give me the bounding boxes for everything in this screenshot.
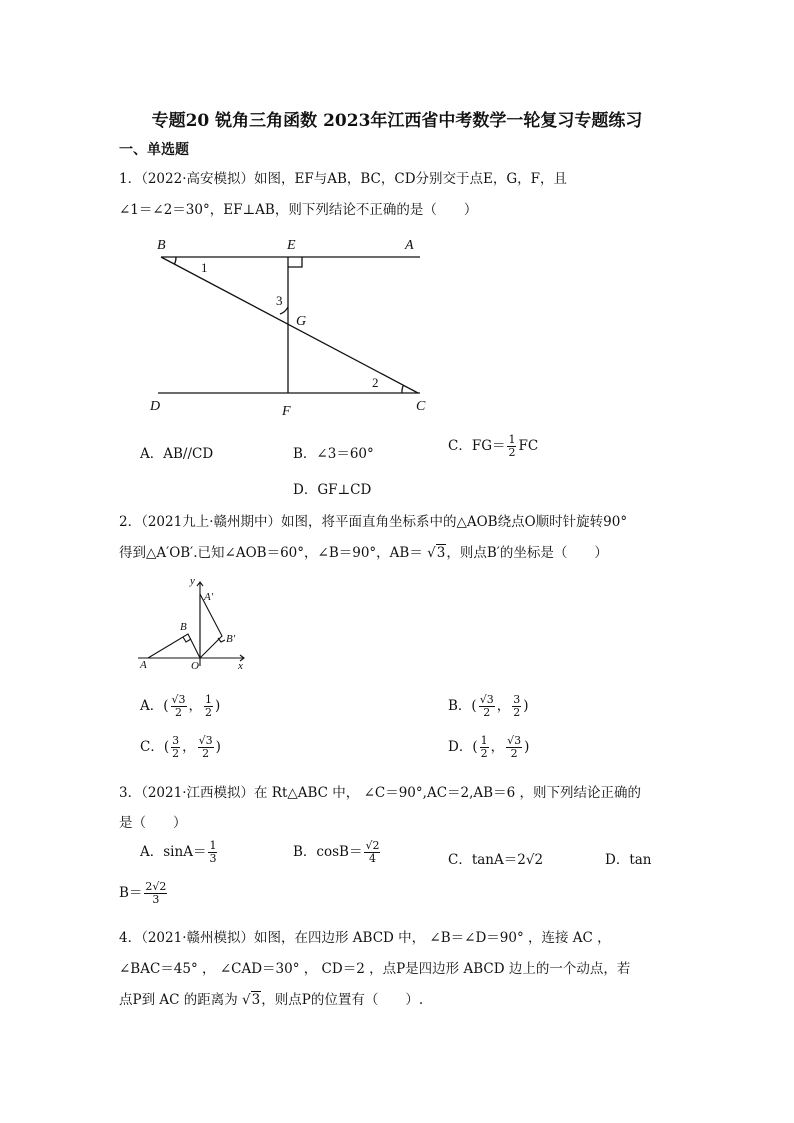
label-B-prime: B′: [226, 633, 236, 645]
q3-stem-line2: 是（ ）: [119, 815, 187, 831]
q3-option-b: B．cosB＝ $\frac{√2}{4}$: [293, 839, 380, 865]
q4-stem-line2: ∠BAC＝45° ， ∠CAD＝30° ， CD＝2 ，点P是四边形 ABCD 边上的一个动点，若: [119, 961, 631, 977]
label-angle3: 3: [276, 293, 283, 308]
q2-option-d: D．( $\frac{1}{2}$ ， $\frac{√3}{2}$ ): [448, 734, 530, 760]
q2-stem-line1: 2．（2021九上·赣州期中）如图，将平面直角坐标系中的△AOB绕点O顺时针旋转90°: [119, 514, 628, 530]
label-F: F: [282, 404, 291, 419]
q1-stem-line2: ∠1＝∠2＝30°，EF⊥AB，则下列结论不正确的是（ ）: [119, 202, 478, 218]
page-title: 专题20 锐角三角函数 2023年江西省中考数学一轮复习专题练习: [151, 111, 643, 131]
label-O: O: [191, 660, 199, 672]
label-A: A: [405, 238, 414, 253]
angle1-arc: [175, 257, 177, 264]
label-y: y: [190, 575, 195, 587]
label-B: B: [157, 238, 166, 253]
q1-stem-line1: 1．（2022·高安模拟）如图，EF与AB，BC，CD分别交于点E，G，F，且: [119, 171, 568, 187]
right-angle-mark: [288, 257, 302, 267]
label-D: D: [150, 399, 161, 414]
right-mark-b2: [218, 638, 225, 642]
triangle-a2ob2: [200, 594, 222, 658]
q1-option-b: B．∠3＝60°: [293, 446, 374, 462]
q3-option-d-cont: B＝ $\frac{2√2}{3}$: [119, 880, 167, 906]
q3-stem-line1: 3．（2021·江西模拟）在 Rt△ABC 中， ∠C＝90°,AC＝2,AB＝6 ，则下列结论正确的: [119, 785, 641, 801]
label-angle1: 1: [201, 260, 208, 275]
label-angle2: 2: [372, 375, 379, 390]
q2-option-c: C．( $\frac{3}{2}$ ， $\frac{√3}{2}$ ): [140, 734, 221, 760]
label-E: E: [287, 238, 296, 253]
q2-figure: [136, 572, 256, 672]
section-heading: 一、单选题: [119, 142, 189, 158]
q1-option-a: A．AB//CD: [140, 446, 214, 462]
label-A: A: [140, 659, 147, 671]
angle2-arc: [402, 385, 404, 393]
q3-option-a: A．sinA＝ $\frac{1}{3}$: [140, 839, 217, 865]
line-bc: [161, 257, 418, 393]
q2-option-b: B．( $\frac{√3}{2}$ ， $\frac{3}{2}$ ): [448, 693, 529, 719]
label-G: G: [296, 314, 307, 329]
q1-figure: [140, 230, 440, 425]
q2-stem-line2: 得到△A′OB′.已知∠AOB＝60°，∠B＝90°，AB＝ √3，则点B′的坐标是（ ）: [119, 545, 608, 561]
label-C: C: [416, 399, 426, 414]
q3-option-d: D．tan: [605, 852, 652, 868]
q3-option-c: C．tanA＝2√2: [448, 852, 544, 868]
q1-option-d: D．GF⊥CD: [293, 482, 372, 498]
q4-stem-line1: 4．（2021·赣州模拟）如图，在四边形 ABCD 中， ∠B＝∠D＝90° ，连接 AC ，: [119, 930, 611, 946]
label-x: x: [238, 660, 243, 672]
triangle-aob: [148, 634, 200, 658]
angle3-arc: [280, 307, 288, 314]
label-B: B: [180, 621, 187, 633]
q2-option-a: A．( $\frac{√3}{2}$ ， $\frac{1}{2}$ ): [140, 693, 221, 719]
label-A-prime: A′: [204, 591, 214, 603]
q1-option-c: C．FG＝ $\frac{1}{2}$ FC: [448, 433, 539, 459]
q4-stem-line3: 点P到 AC 的距离为 √3，则点P的位置有（ ）.: [119, 992, 424, 1008]
